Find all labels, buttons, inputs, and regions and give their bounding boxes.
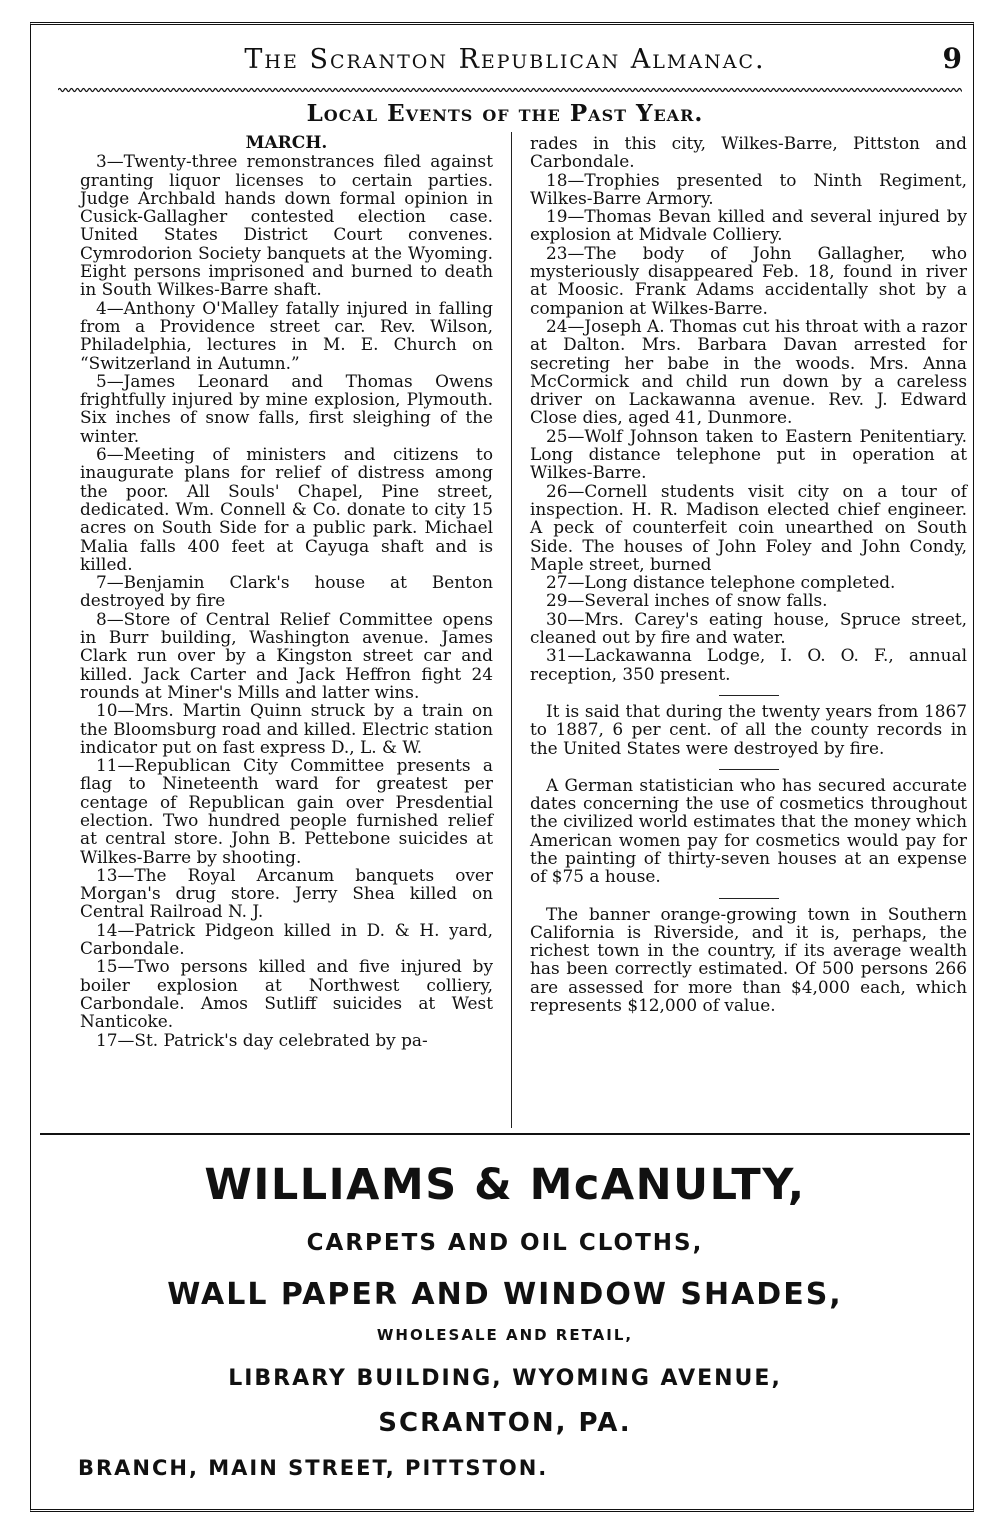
ad-line: WALL PAPER AND WINDOW SHADES,	[167, 1277, 843, 1312]
ad-city: SCRANTON, PA.	[378, 1408, 632, 1438]
event-entry: 23—The body of John Gallagher, who mysteriously disappeared Feb. 18, found in river at Moosic. Frank Adams accidentally shot by a companion at Wilkes-Barre.	[530, 242, 967, 318]
short-rule	[719, 898, 779, 899]
ad-branch: BRANCH, MAIN STREET, PITTSTON.	[78, 1456, 549, 1480]
event-entry: 18—Trophies presented to Ninth Regiment, Wilkes-Barre Armory.	[530, 169, 967, 208]
page-header	[40, 42, 970, 82]
event-entry: 30—Mrs. Carey's eating house, Spruce street, cleaned out by fire and water.	[530, 608, 967, 648]
wavy-divider	[58, 86, 962, 94]
column-divider	[511, 132, 512, 1128]
event-entry: 14—Patrick Pidgeon killed in D. & H. yard, Carbondale.	[80, 919, 493, 959]
event-entry: 3—Twenty-three remonstrances filed against granting liquor licenses to certain parties. Judge Archbald hands down formal opinion in Cusick-Gallagher contested election case. United States District Court convenes. Cymrodorion Society banquets at the Wyoming. Eight persons imprisoned and burned to death in South Wilkes-Barre shaft.	[80, 151, 493, 300]
event-entry: 24—Joseph A. Thomas cut his throat with a razor at Dalton. Mrs. Barbara Davan arrested for secreting her babe in the woods. Mrs. Anna McCormick and child run down by a careless driver on Lackawanna avenue. Rev. J. Edward Close dies, aged 41, Dunmore.	[530, 315, 967, 428]
event-entry: 6—Meeting of ministers and citizens to inaugurate plans for relief of distress among the poor. All Souls' Chapel, Pine street, dedicated. Wm. Connell & Co. donate to city 15 acres on South Side for a public park. Michael Malia falls 400 feet at Cayuga shaft and is killed.	[80, 444, 493, 574]
ad-line: WHOLESALE AND RETAIL,	[376, 1326, 634, 1344]
advertiser-name: WILLIAMS & McANULTY,	[204, 1160, 806, 1210]
event-entry: 13—The Royal Arcanum banquets over Morgan's drug store. Jerry Shea killed on Central Railroad N. J.	[80, 864, 493, 922]
continued-entry: rades in this city, Wilkes-Barre, Pittston and Carbondale.	[530, 133, 967, 172]
right-column	[530, 134, 967, 1014]
short-rule	[719, 695, 779, 696]
paragraph: The banner orange-growing town in Southern California is Riverside, and it is, perhaps, the richest town in the country, if its average wealth has been correctly estimated. Of 500 persons 266 are assessed for more than $4,000 each, which represents $12,000 of value.	[530, 903, 967, 1016]
event-entry: 7—Benjamin Clark's house at Benton destroyed by fire	[80, 572, 493, 611]
event-entry: 26—Cornell students visit city on a tour of inspection. H. R. Madison elected chief engineer. A peck of counterfeit coin unearthed on South Side. The houses of John Foley and John Condy, Maple street, burned	[530, 480, 967, 574]
section-title: Local Events of the Past Year.	[306, 100, 704, 127]
event-entry: 5—James Leonard and Thomas Owens frightfully injured by mine explosion, Plymouth. Six inches of snow falls, first sleighing of the winter.	[80, 370, 493, 446]
ad-address: LIBRARY BUILDING, WYOMING AVENUE,	[228, 1366, 782, 1391]
almanac-title: The Scranton Republican Almanac.	[244, 44, 766, 75]
month-heading: MARCH.	[245, 133, 328, 153]
event-entry: 10—Mrs. Martin Quinn struck by a train on the Bloomsburg road and killed. Electric station indicator put on fast express D., L. & W.	[80, 700, 493, 757]
event-entry: 15—Two persons killed and five injured by boiler explosion at Northwest colliery, Carbondale. Amos Sutliff suicides at West Nanticoke.	[80, 956, 493, 1032]
event-entry: 31—Lackawanna Lodge, I. O. O. F., annual reception, 350 present.	[530, 645, 967, 684]
short-rule	[719, 769, 779, 770]
event-entry: 25—Wolf Johnson taken to Eastern Penitentiary. Long distance telephone put in operation at Wilkes-Barre.	[530, 425, 967, 483]
paragraph: It is said that during the twenty years from 1867 to 1887, 6 per cent. of all the county records in the United States were destroyed by fire.	[530, 700, 967, 758]
event-entry: 19—Thomas Bevan killed and several injured by explosion at Midvale Colliery.	[530, 206, 967, 245]
ad-line: CARPETS AND OIL CLOTHS,	[306, 1230, 704, 1256]
paragraph: A German statistician who has secured accurate dates concerning the use of cosmetics throughout the civilized world estimates that the money which American women pay for cosmetics would pay for the painting of thirty-seven houses at an expense of $75 a house.	[530, 774, 967, 887]
event-entry: 8—Store of Central Relief Committee opens in Burr building, Washington avenue. James Clark run over by a Kingston street car and killed. Jack Carter and Jack Heffron fight 24 rounds at Miner's Mills and latter wins.	[80, 608, 493, 702]
page-number: 9	[942, 42, 962, 75]
event-entry: 4—Anthony O'Malley fatally injured in falling from a Providence street car. Rev. Wilson, Philadelphia, lectures in M. E. Church on “Switzerland in Autumn.”	[80, 297, 493, 373]
event-entry: 11—Republican City Committee presents a flag to Nineteenth ward for greatest per centage of Republican gain over Presdential election. Two hundred people furnished relief at central store. John B. Pettebone suicides at Wilkes-Barre by shooting.	[80, 755, 493, 867]
event-entry: 17—St. Patrick's day celebrated by pa-	[96, 1029, 428, 1050]
event-entry: 27—Long distance telephone completed.	[546, 572, 896, 593]
section-rule	[40, 1133, 970, 1135]
left-column	[80, 134, 493, 1049]
event-entry: 29—Several inches of snow falls.	[546, 590, 828, 611]
